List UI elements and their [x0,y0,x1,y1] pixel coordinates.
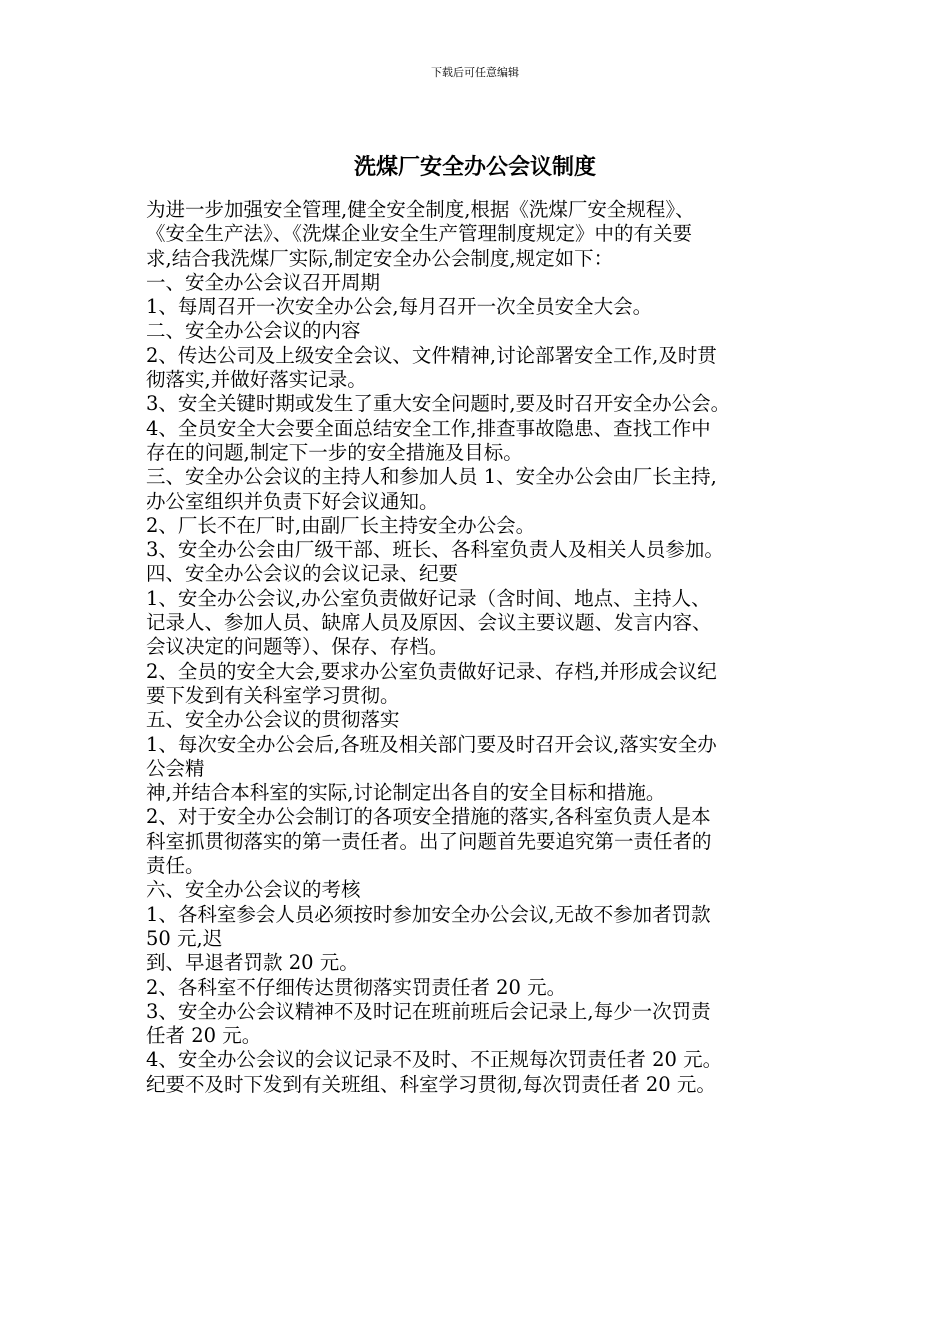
body-line: 1、每周召开一次安全办公会,每月召开一次全员安全大会。 [146,295,653,319]
body-line: 公会精 [146,756,205,780]
body-line: 一、安全办公会议召开周期 [146,270,381,294]
body-line: 3、安全办公会议精神不及时记在班前班后会记录上,每少一次罚责 [146,999,711,1023]
body-line: 1、安全办公会议,办公室负责做好记录（含时间、地点、主持人、 [146,586,711,610]
body-line: 50 元,迟 [146,926,223,950]
body-line: 2、传达公司及上级安全会议、文件精神,讨论部署安全工作,及时贯 [146,343,717,367]
body-line: 记录人、参加人员、缺席人员及原因、会议主要议题、发言内容、 [146,611,712,635]
header-note: 下载后可任意编辑 [431,66,519,79]
body-line: 4、全员安全大会要全面总结安全工作,排查事故隐患、查找工作中 [146,416,711,440]
body-line: 为进一步加强安全管理,健全安全制度,根据《洗煤厂安全规程》、 [146,198,695,221]
body-line: 纪要不及时下发到有关班组、科室学习贯彻,每次罚责任者 20 元。 [146,1072,716,1096]
body-line: 求,结合我洗煤厂实际,制定安全办公会制度,规定如下： [146,246,614,270]
body-line: 三、安全办公会议的主持人和参加人员 1、安全办公会由厂长主持, [146,465,717,489]
body-line: 任者 20 元。 [146,1024,262,1048]
body-line: 责任。 [146,854,205,878]
body-line: 1、各科室参会人员必须按时参加安全办公会议,无故不参加者罚款 [146,902,711,926]
body-line: 二、安全办公会议的内容 [146,319,361,343]
body-line: 3、安全办公会由厂级干部、班长、各科室负责人及相关人员参加。 [146,538,724,562]
body-line: 要下发到有关科室学习贯彻。 [146,683,400,707]
body-line: 科室抓贯彻落实的第一责任者。出了问题首先要追究第一责任者的 [146,829,712,853]
body-line: 2、全员的安全大会,要求办公室负责做好记录、存档,并形成会议纪 [146,659,717,683]
body-line: 彻落实,并做好落实记录。 [146,368,367,392]
body-line: 五、安全办公会议的贯彻落实 [146,708,400,732]
body-line: 到、早退者罚款 20 元。 [146,951,359,975]
body-line: 办公室组织并负责下好会议通知。 [146,489,439,513]
body-line: 神,并结合本科室的实际,讨论制定出各自的安全目标和措施。 [146,781,666,805]
body-line: 六、安全办公会议的考核 [146,878,361,902]
body-line: 4、安全办公会议的会议记录不及时、不正规每次罚责任者 20 元。 [146,1048,723,1072]
body-line: 《安全生产法》、《洗煤企业安全生产管理制度规定》中的有关要 [146,222,693,246]
body-line: 2、厂长不在厂时,由副厂长主持安全办公会。 [146,513,536,537]
document-title: 洗煤厂安全办公会议制度 [353,154,596,180]
body-line: 2、对于安全办公会制订的各项安全措施的落实,各科室负责人是本 [146,805,711,829]
body-line: 1、每次安全办公会后,各班及相关部门要及时召开会议,落实安全办 [146,732,717,756]
body-line: 存在的问题,制定下一步的安全措施及目标。 [146,440,523,464]
body-line: 会议决定的问题等）、保存、存档。 [146,635,449,659]
body-line: 四、安全办公会议的会议记录、纪要 [146,562,459,586]
body-line: 2、各科室不仔细传达贯彻落实罚责任者 20 元。 [146,975,567,999]
document-body [146,198,811,1097]
body-line: 3、安全关键时期或发生了重大安全问题时,要及时召开安全办公会。 [146,392,731,416]
